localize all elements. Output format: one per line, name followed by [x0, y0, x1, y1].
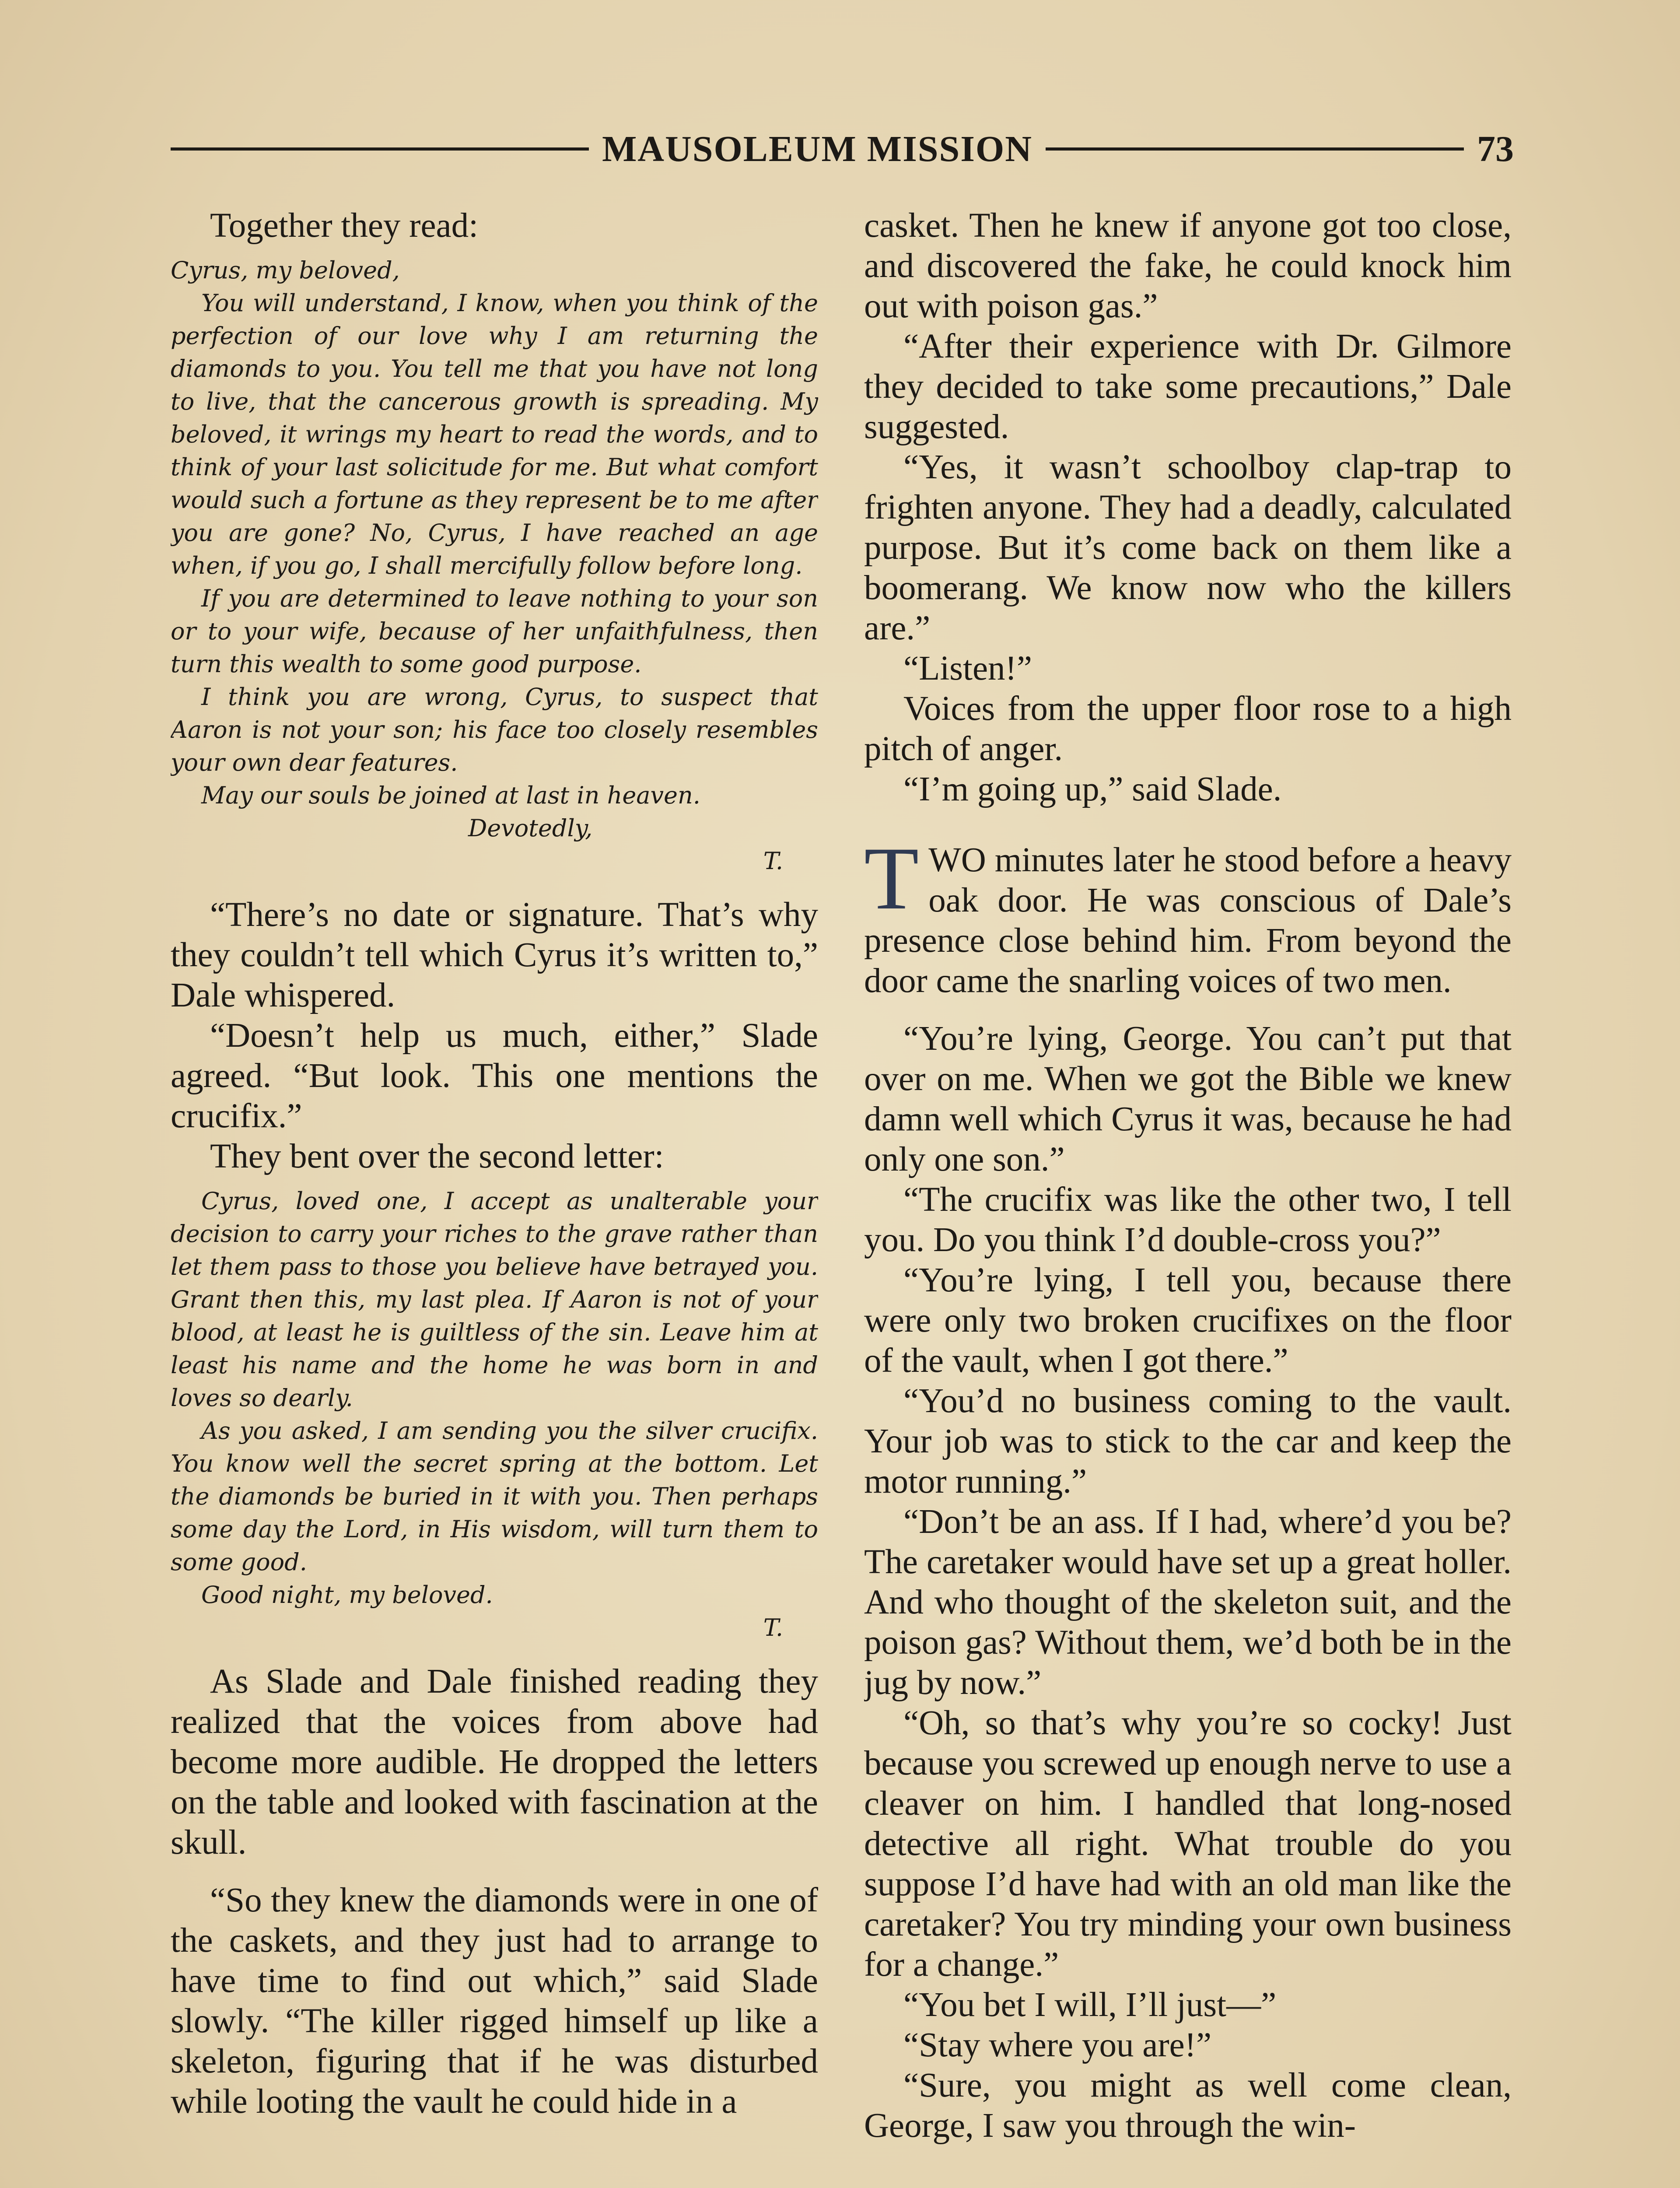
paragraph: “Oh, so that’s why you’re so cocky! Just because you screwed up enough nerve to use a cleaver on him. I handled that long-nosed detective all right. What trouble do you suppose I’d have had with an old man like the caretaker? You try minding your own business for a change.”	[864, 1704, 1512, 1984]
section-break-paragraph	[864, 829, 1512, 1001]
paragraph: “I’m going up,” said Slade.	[903, 770, 1282, 808]
section-paragraph-text: WO minutes later he stood before a heavy oak door. He was conscious of Dale’s presence close behind him. From beyond the door came the snarling voices of two men.	[864, 841, 1512, 1000]
paragraph: “You’re lying, I tell you, because there were only two broken crucifixes on the floor of the vault, when I got there.”	[864, 1261, 1512, 1380]
letter-paragraph: As you asked, I am sending you the silver crucifix. You know well the secret spring at the bottom. Let the diamonds be buried in it with you. Then perhaps some day the Lord, in His wisdom, will turn them to some good.	[171, 1417, 818, 1576]
letter-initial: T.	[763, 847, 783, 875]
running-header	[171, 125, 1514, 173]
paragraph: “Listen!”	[903, 649, 1032, 687]
letter-paragraph: Good night, my beloved.	[201, 1581, 493, 1609]
paragraph: “After their experience with Dr. Gilmore they decided to take some precautions,” Dale suggested.	[864, 327, 1512, 446]
paragraph: “Yes, it wasn’t schoolboy clap-trap to frighten anyone. They had a deadly, calculated purpose. But it’s come back on them like a boomerang. We know now who the killers are.”	[864, 448, 1512, 647]
paragraph: “Doesn’t help us much, either,” Slade agreed. “But look. This one mentions the crucifix.”	[171, 1017, 818, 1135]
letter-initial: T.	[763, 1614, 783, 1641]
paragraph: “The crucifix was like the other two, I tell you. Do you think I’d double-cross you?”	[864, 1181, 1512, 1259]
right-column	[864, 206, 1512, 2188]
letter-paragraph: You will understand, I know, when you think of the perfection of our love why I am returning the diamonds to you. You tell me that you have not long to live, that the cancerous growth is spreading. My beloved, it wrings my heart to read the words, and to think of your last solicitude for me. But what comfort would such a fortune as they represent be to me after you are gone? No, Cyrus, I have reached an age when, if you go, I shall mercifully follow before long.	[171, 289, 818, 579]
paragraph: Voices from the upper floor rose to a high pitch of anger.	[864, 690, 1512, 768]
drop-cap: T	[864, 829, 919, 928]
paragraph: “Stay where you are!”	[903, 2026, 1212, 2064]
paragraph: “So they knew the diamonds were in one of the caskets, and they just had to arrange to have time to find out which,” said Slade slowly. “The killer rigged himself up like a skeleton, figuring that if he was disturbed while looting the vault he could hide in a	[171, 1881, 818, 2121]
second-letter	[171, 1185, 818, 1644]
paragraph: “There’s no date or signature. That’s why they couldn’t tell which Cyrus it’s written to,” Dale whispered.	[171, 896, 818, 1014]
letter-salutation: Cyrus, my beloved,	[171, 256, 400, 284]
left-column	[171, 206, 818, 2188]
page-number: 73	[1477, 128, 1514, 169]
paragraph: casket. Then he knew if anyone got too close, and discovered the fake, he could knock him out with poison gas.”	[864, 207, 1512, 325]
running-title: MAUSOLEUM MISSION	[602, 128, 1032, 169]
paragraph: “Don’t be an ass. If I had, where’d you be? The caretaker would have set up a great holler. And who thought of the skeleton suit, and the poison gas? Without them, we’d both be in the jug by now.”	[864, 1503, 1512, 1702]
letter-paragraph: I think you are wrong, Cyrus, to suspect that Aaron is not your son; his face too closely resembles your own dear features.	[171, 683, 818, 776]
paragraph: “You bet I will, I’ll just—”	[903, 1986, 1277, 2024]
paragraph: Together they read:	[210, 207, 479, 245]
paragraph: “Sure, you might as well come clean, George, I saw you through the win-	[864, 2066, 1512, 2145]
letter-paragraph: Cyrus, loved one, I accept as unalterable your decision to carry your riches to the grave rather than let them pass to those you believe have betrayed you. Grant then this, my last plea. If Aaron is not of your blood, at least he is guiltless of the sin. Leave him at least his name and the home he was born in and loves so dearly.	[171, 1187, 818, 1412]
first-letter	[171, 254, 818, 877]
paragraph: “You’re lying, George. You can’t put that over on me. When we got the Bible we knew damn well which Cyrus it was, because he had only one son.”	[864, 1020, 1512, 1178]
paragraph: As Slade and Dale finished reading they realized that the voices from above had become more audible. He dropped the letters on the table and looked with fascination at the skull.	[171, 1662, 818, 1862]
letter-closing: Devotedly,	[468, 814, 593, 842]
paragraph: They bent over the second letter:	[210, 1137, 664, 1175]
paragraph: “You’d no business coming to the vault. Your job was to stick to the car and keep the motor running.”	[864, 1382, 1512, 1501]
header-rule-right	[1046, 147, 1464, 151]
letter-paragraph: If you are determined to leave nothing to your son or to your wife, because of her unfaithfulness, then turn this wealth to some good purpose.	[171, 585, 818, 678]
letter-paragraph: May our souls be joined at last in heaven.	[201, 782, 700, 809]
header-rule-left	[171, 147, 589, 151]
